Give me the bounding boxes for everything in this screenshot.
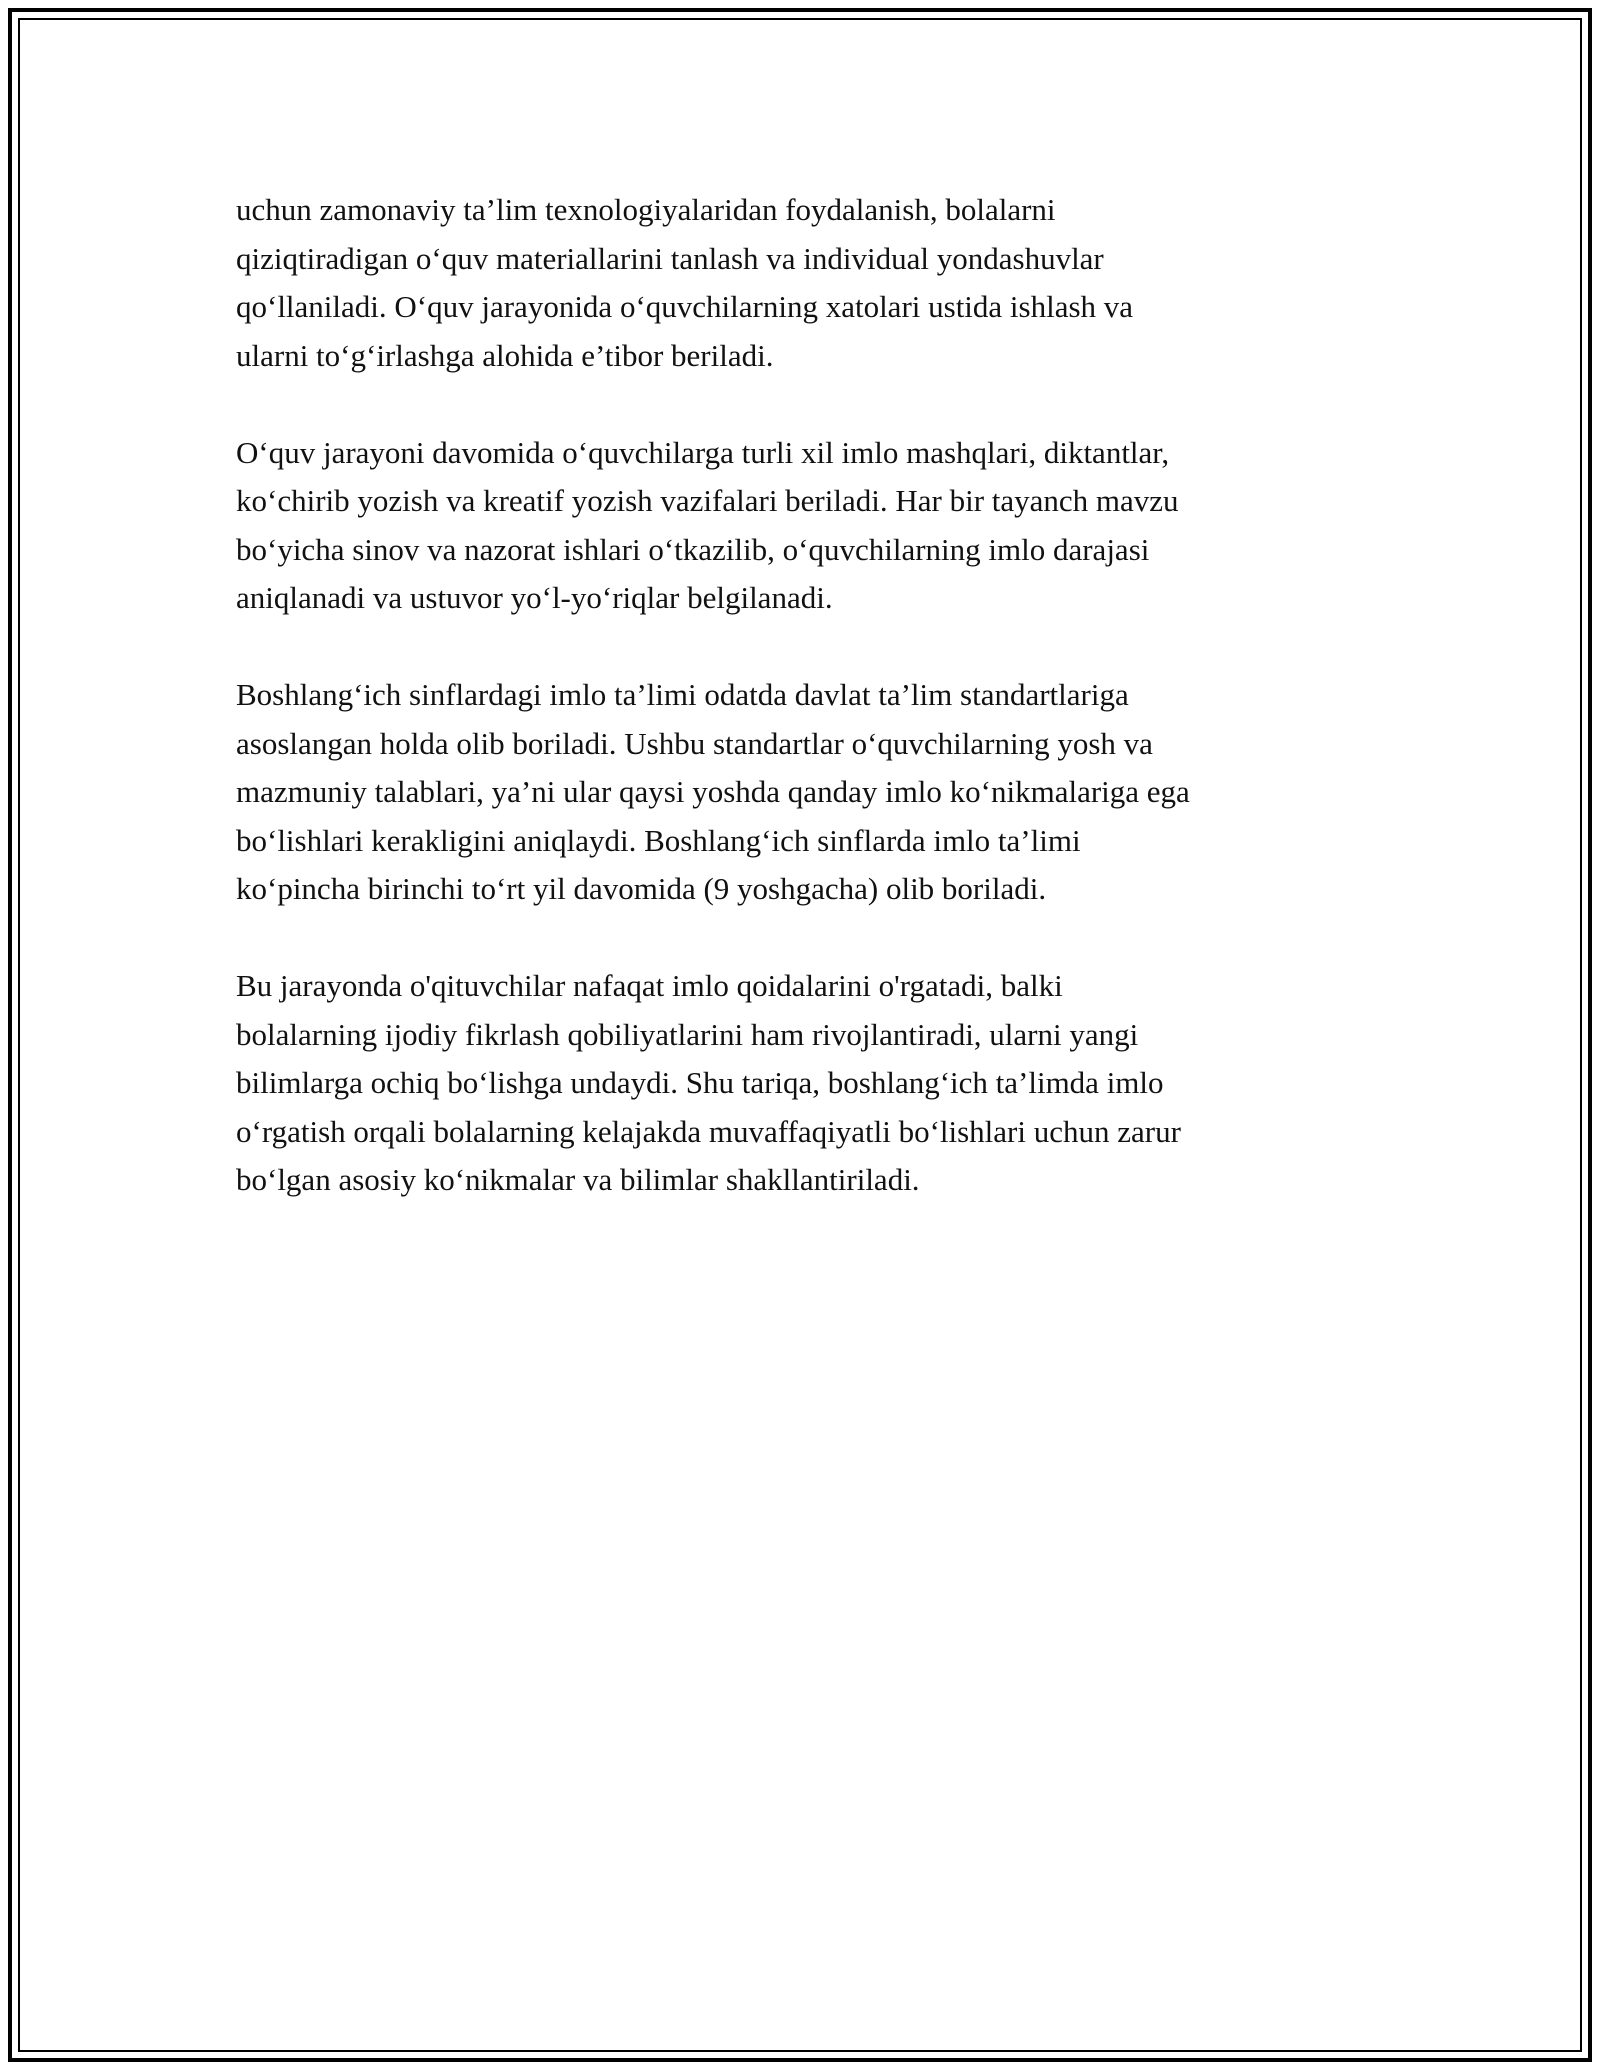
text-line: bo‘lishlari kerakligini aniqlaydi. Boshlang‘ich sinflarda imlo ta’limi [236, 822, 1081, 858]
text-line: bilimlarga ochiq bo‘lishga undaydi. Shu tariqa, boshlang‘ich ta’limda imlo [236, 1065, 1164, 1100]
document-body [236, 186, 1376, 1253]
text-line: Boshlang‘ich sinflardagi imlo ta’limi odatda davlat ta’lim standartlariga [236, 677, 1129, 712]
text-line: qiziqtiradigan o‘quv materiallarini tanlash va individual yondashuvlar [236, 240, 1104, 276]
text-line: bolalarning ijodiy fikrlash qobiliyatlarini ham rivojlantiradi, ularni yangi [236, 1016, 1139, 1052]
text-line: O‘quv jarayoni davomida o‘quvchilarga turli xil imlo mashqlari, diktantlar, [236, 434, 1170, 470]
paragraph-3 [236, 671, 1376, 914]
text-line: o‘rgatish orqali bolalarning kelajakda muvaffaqiyatli bo‘lishlari uchun zarur [236, 1113, 1181, 1149]
text-line: bo‘yicha sinov va nazorat ishlari o‘tkazilib, o‘quvchilarning imlo darajasi [236, 531, 1150, 567]
text-line: ularni to‘g‘irlashga alohida e’tibor beriladi. [236, 337, 774, 373]
text-line: asoslangan holda olib boriladi. Ushbu standartlar o‘quvchilarning yosh va [236, 725, 1153, 761]
text-line: aniqlanadi va ustuvor yo‘l-yo‘riqlar belgilanadi. [236, 580, 833, 615]
text-line: ko‘pincha birinchi to‘rt yil davomida (9 yoshgacha) olib boriladi. [236, 871, 1047, 906]
text-line: Bu jarayonda o'qituvchilar nafaqat imlo qoidalarini o'rgatadi, balki [236, 968, 1063, 1003]
text-line: ko‘chirib yozish va kreatif yozish vazifalari beriladi. Har bir tayanch mavzu [236, 483, 1179, 518]
paragraph-2 [236, 429, 1376, 623]
text-line: qo‘llaniladi. O‘quv jarayonida o‘quvchilarning xatolari ustida ishlash va [236, 289, 1134, 324]
text-line: bo‘lgan asosiy ko‘nikmalar va bilimlar shakllantiriladi. [236, 1162, 920, 1197]
text-line: mazmuniy talablari, ya’ni ular qaysi yoshda qanday imlo ko‘nikmalariga ega [236, 774, 1190, 809]
text-line: uchun zamonaviy ta’lim texnologiyalaridan foydalanish, bolalarni [236, 192, 1056, 227]
paragraph-1 [236, 186, 1376, 380]
paragraph-4 [236, 962, 1376, 1205]
